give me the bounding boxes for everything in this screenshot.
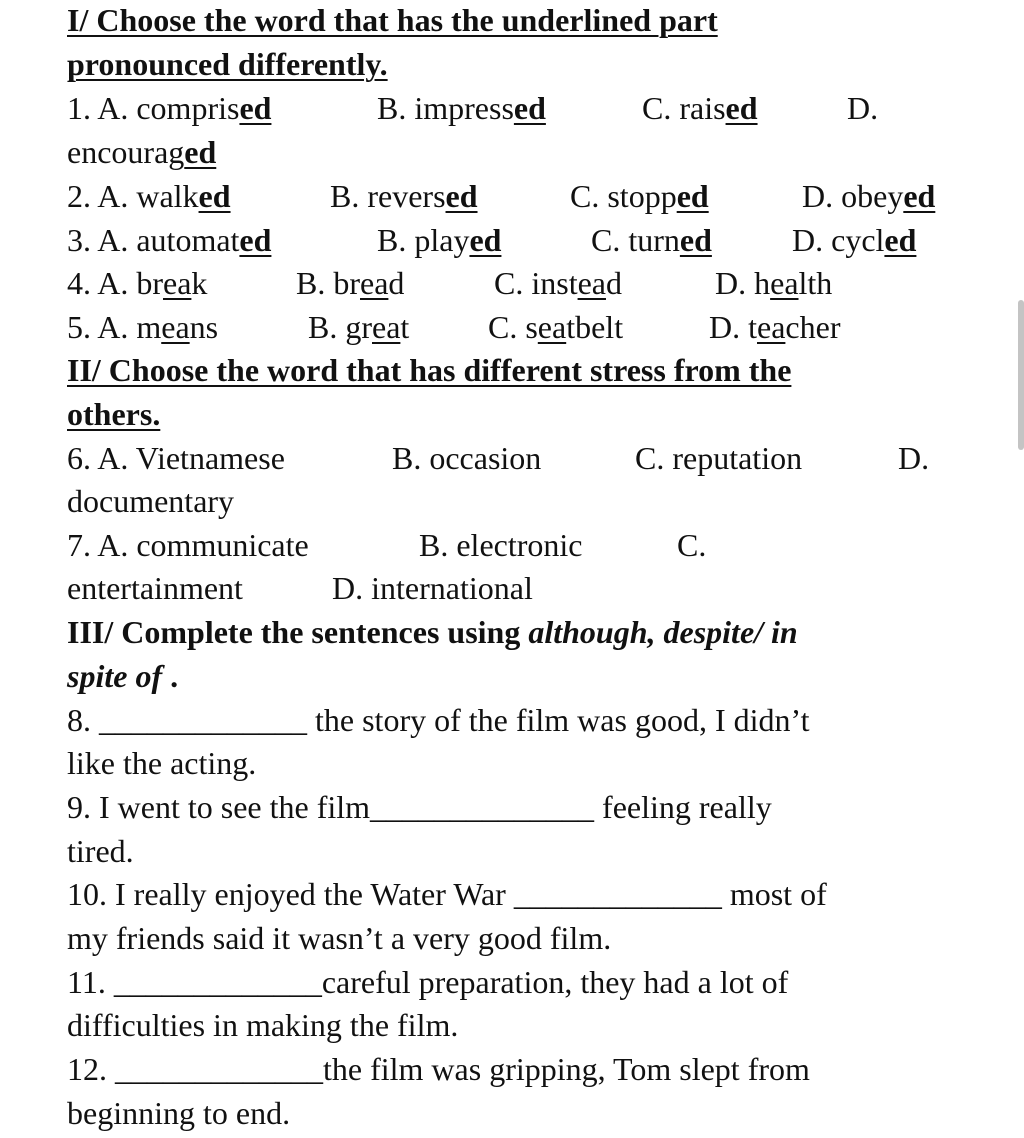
- question-3: [67, 218, 967, 262]
- question-9-continued: tired.: [67, 833, 134, 869]
- q5-option-b: B. great: [308, 309, 410, 345]
- question-12-continued: beginning to end.: [67, 1095, 291, 1131]
- q3-option-d: D. cycled: [792, 222, 917, 258]
- section3-heading-line2: spite of .: [67, 658, 179, 694]
- q6-option-d: D.: [898, 440, 930, 476]
- q1-option-d: D.: [847, 90, 879, 126]
- question-6: [67, 436, 967, 480]
- q2-option-d: D. obeyed: [802, 178, 936, 214]
- question-10: 10. I really enjoyed the Water War _____________ most of: [67, 876, 827, 912]
- question-7-continued: [67, 566, 967, 610]
- q6-option-b: B. occasion: [392, 440, 542, 476]
- question-1: [67, 86, 967, 130]
- q1-option-a: 1. A. comprised: [67, 90, 272, 126]
- section1-heading-line2: pronounced differently.: [67, 46, 388, 82]
- q1-option-d-continued: encouraged: [67, 134, 217, 170]
- q3-option-c: C. turned: [591, 222, 712, 258]
- q4-option-c: C. instead: [494, 265, 622, 301]
- q7-option-b: B. electronic: [419, 527, 583, 563]
- q6-option-d-continued: documentary: [67, 483, 235, 519]
- q8-answer-blank[interactable]: _____________: [99, 702, 307, 738]
- q1-option-c: C. raised: [642, 90, 758, 126]
- q9-answer-blank[interactable]: ______________: [370, 789, 595, 825]
- scrollbar-thumb[interactable]: [1018, 300, 1024, 450]
- q5-option-a: 5. A. means: [67, 309, 219, 345]
- q1-option-b: B. impressed: [377, 90, 546, 126]
- question-8: 8. _____________ the story of the film was good, I didn’t: [67, 702, 810, 738]
- q7-option-c: C.: [677, 527, 707, 563]
- q2-option-b: B. reversed: [330, 178, 478, 214]
- q3-option-b: B. played: [377, 222, 502, 258]
- question-11: 11. _____________careful preparation, they had a lot of: [67, 964, 789, 1000]
- section3-heading-line1: III/ Complete the sentences using although, despite/ in: [67, 614, 798, 650]
- q6-option-c: C. reputation: [635, 440, 803, 476]
- q7-option-a: 7. A. communicate: [67, 527, 309, 563]
- worksheet-page: [67, 0, 967, 1138]
- section1-heading-line1: I/ Choose the word that has the underlined part: [67, 2, 718, 38]
- question-7: [67, 523, 967, 567]
- question-11-continued: difficulties in making the film.: [67, 1007, 459, 1043]
- q2-option-a: 2. A. walked: [67, 178, 231, 214]
- q5-option-d: D. teacher: [709, 309, 841, 345]
- q7-option-c-continued: entertainment: [67, 570, 243, 606]
- question-12: 12. _____________the film was gripping, Tom slept from: [67, 1051, 810, 1087]
- q3-option-a: 3. A. automated: [67, 222, 272, 258]
- question-5: [67, 305, 967, 349]
- q5-option-c: C. seatbelt: [488, 309, 624, 345]
- question-8-continued: like the acting.: [67, 745, 257, 781]
- q7-option-d: D. international: [332, 570, 533, 606]
- q10-answer-blank[interactable]: _____________: [513, 876, 722, 912]
- q6-option-a: 6. A. Vietnamese: [67, 440, 285, 476]
- question-10-continued: my friends said it wasn’t a very good film.: [67, 920, 612, 956]
- question-2: [67, 174, 967, 218]
- q4-option-d: D. health: [715, 265, 833, 301]
- q4-option-a: 4. A. break: [67, 265, 208, 301]
- section2-heading-line1: II/ Choose the word that has different stress from the: [67, 352, 792, 388]
- section2-heading-line2: others.: [67, 396, 161, 432]
- question-9: 9. I went to see the film______________ feeling really: [67, 789, 772, 825]
- q11-answer-blank[interactable]: _____________: [113, 964, 322, 1000]
- q12-answer-blank[interactable]: _____________: [115, 1051, 323, 1087]
- q2-option-c: C. stopped: [570, 178, 709, 214]
- q4-option-b: B. bread: [296, 265, 405, 301]
- question-4: [67, 261, 967, 305]
